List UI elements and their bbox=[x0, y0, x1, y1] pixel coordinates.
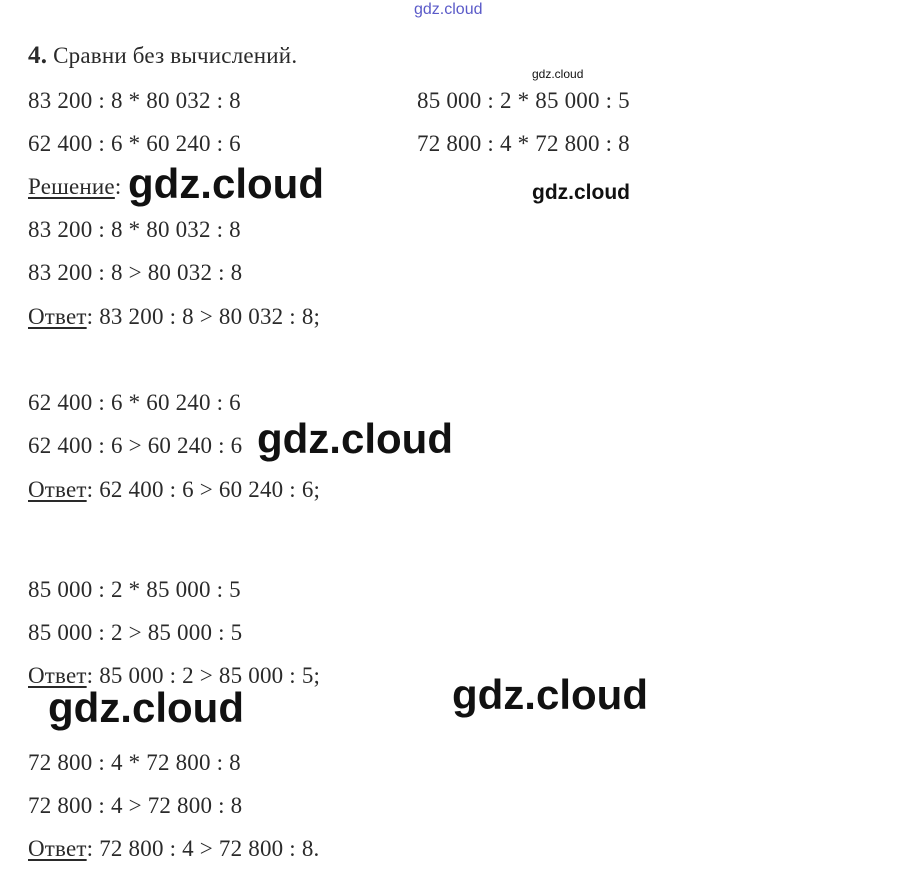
block-1-answer bbox=[28, 304, 320, 330]
block-2-line-1: 62 400 : 6 * 60 240 : 6 bbox=[28, 390, 241, 415]
block-3-answer-text: : 85 000 : 2 > 85 000 : 5; bbox=[86, 663, 321, 688]
block-4-answer bbox=[28, 836, 320, 862]
task-expression-1: 83 200 : 8 * 80 032 : 8 bbox=[28, 88, 241, 113]
watermark-small: gdz.cloud bbox=[532, 67, 584, 81]
answer-label: Ответ bbox=[28, 477, 87, 502]
watermark-1: gdz.cloud bbox=[128, 160, 324, 207]
task-heading bbox=[28, 42, 297, 70]
block-3-line-2: 85 000 : 2 > 85 000 : 5 bbox=[28, 620, 243, 645]
task-number: 4. bbox=[28, 42, 48, 69]
solution-colon: : bbox=[114, 174, 122, 199]
watermark-3: gdz.cloud bbox=[257, 415, 453, 462]
answer-label: Ответ bbox=[28, 304, 87, 329]
block-4-answer-text: : 72 800 : 4 > 72 800 : 8. bbox=[86, 836, 320, 861]
task-title: Сравни без вычислений. bbox=[53, 43, 298, 68]
block-2-answer-text: : 62 400 : 6 > 60 240 : 6; bbox=[86, 477, 321, 502]
watermark-5: gdz.cloud bbox=[48, 684, 244, 731]
task-expression-2: 85 000 : 2 * 85 000 : 5 bbox=[417, 88, 630, 113]
block-1-line-2: 83 200 : 8 > 80 032 : 8 bbox=[28, 260, 243, 285]
solution-heading bbox=[28, 174, 121, 200]
block-1-answer-text: : 83 200 : 8 > 80 032 : 8; bbox=[86, 304, 321, 329]
task-expression-4: 72 800 : 4 * 72 800 : 8 bbox=[417, 131, 630, 156]
watermark-4: gdz.cloud bbox=[452, 671, 648, 718]
block-3-line-1: 85 000 : 2 * 85 000 : 5 bbox=[28, 577, 241, 602]
block-4-line-1: 72 800 : 4 * 72 800 : 8 bbox=[28, 750, 241, 775]
block-2-line-2: 62 400 : 6 > 60 240 : 6 bbox=[28, 433, 243, 458]
task-expression-3: 62 400 : 6 * 60 240 : 6 bbox=[28, 131, 241, 156]
solution-label: Решение bbox=[28, 174, 115, 199]
block-4-line-2: 72 800 : 4 > 72 800 : 8 bbox=[28, 793, 243, 818]
answer-label: Ответ bbox=[28, 836, 87, 861]
block-2-answer bbox=[28, 477, 320, 503]
answer-label: Ответ bbox=[28, 663, 87, 688]
block-1-line-1: 83 200 : 8 * 80 032 : 8 bbox=[28, 217, 241, 242]
watermark-2: gdz.cloud bbox=[532, 181, 630, 204]
watermark-top: gdz.cloud bbox=[414, 1, 483, 18]
